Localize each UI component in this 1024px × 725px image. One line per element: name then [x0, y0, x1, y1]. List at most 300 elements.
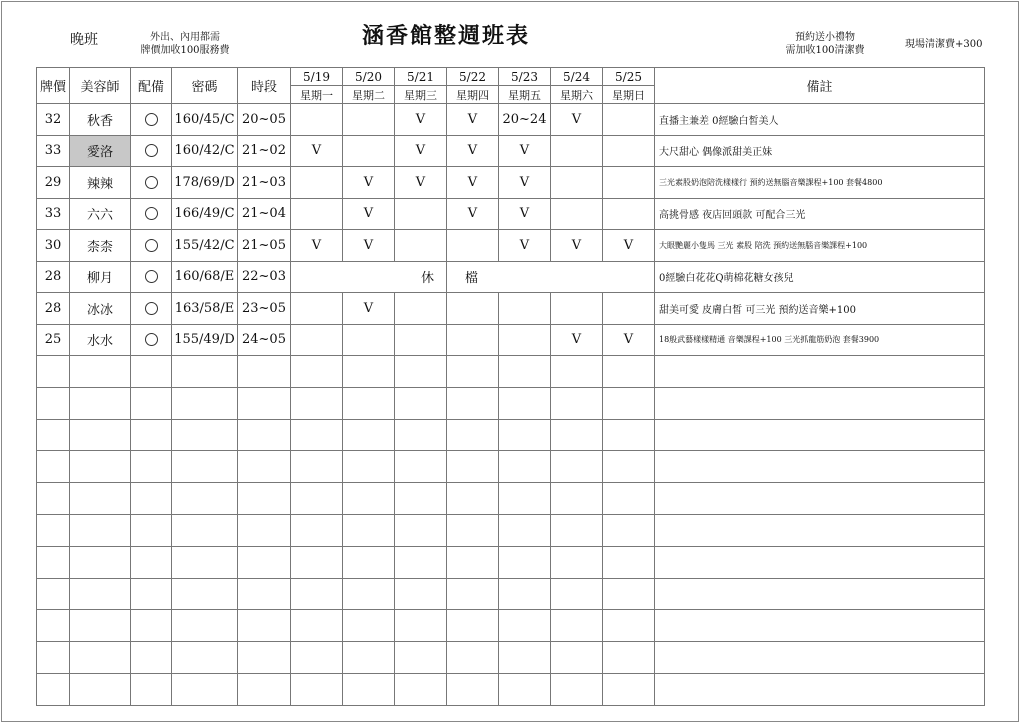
day-cell	[291, 167, 343, 199]
empty-cell	[551, 514, 603, 546]
empty-cell	[70, 578, 131, 610]
day-cell	[603, 293, 655, 325]
day-cell	[291, 198, 343, 230]
day-cell	[395, 324, 447, 356]
price-cell: 32	[37, 104, 70, 136]
circle-icon	[145, 113, 158, 126]
empty-cell	[603, 514, 655, 546]
empty-cell	[655, 546, 985, 578]
empty-cell	[172, 642, 238, 674]
empty-cell	[172, 673, 238, 705]
day-cell	[343, 135, 395, 167]
empty-cell	[447, 673, 499, 705]
day-cell: V	[395, 135, 447, 167]
time-cell: 22~03	[238, 261, 291, 293]
day-cell	[395, 230, 447, 262]
col-date: 5/24	[551, 68, 603, 86]
code-cell: 160/42/C	[172, 135, 238, 167]
note-cell: 18般武藝樣樣精通 音樂課程+100 三光抓龍筋奶泡 套餐3900	[655, 324, 985, 356]
empty-cell	[603, 673, 655, 705]
day-cell	[499, 293, 551, 325]
empty-cell	[238, 419, 291, 451]
empty-cell	[395, 610, 447, 642]
empty-cell	[499, 514, 551, 546]
empty-cell	[499, 610, 551, 642]
table-row	[37, 135, 985, 167]
note-cell: 大尺甜心 偶像派甜美正妹	[655, 135, 985, 167]
empty-cell	[172, 610, 238, 642]
empty-cell	[172, 356, 238, 388]
empty-cell	[291, 642, 343, 674]
empty-cell	[37, 578, 70, 610]
name-cell: 冰冰	[70, 293, 131, 325]
empty-cell	[395, 387, 447, 419]
empty-cell	[291, 483, 343, 515]
empty-cell	[395, 419, 447, 451]
time-cell: 24~05	[238, 324, 291, 356]
empty-cell	[70, 387, 131, 419]
equip-cell	[131, 104, 172, 136]
day-cell	[603, 104, 655, 136]
col-date: 5/22	[447, 68, 499, 86]
price-cell: 25	[37, 324, 70, 356]
empty-cell	[603, 451, 655, 483]
col-weekday: 星期六	[551, 86, 603, 104]
equip-cell	[131, 167, 172, 199]
empty-cell	[37, 419, 70, 451]
day-cell: V	[603, 230, 655, 262]
empty-cell	[343, 356, 395, 388]
empty-cell	[131, 387, 172, 419]
empty-cell	[238, 642, 291, 674]
empty-cell	[603, 578, 655, 610]
day-cell	[447, 324, 499, 356]
col-price: 牌價	[37, 68, 70, 104]
shift-label: 晚班	[70, 32, 98, 48]
circle-icon	[145, 144, 158, 157]
empty-cell	[343, 546, 395, 578]
day-cell	[551, 293, 603, 325]
empty-cell	[238, 673, 291, 705]
time-cell: 21~04	[238, 198, 291, 230]
empty-cell	[603, 483, 655, 515]
empty-cell	[131, 514, 172, 546]
day-cell	[291, 293, 343, 325]
empty-cell	[551, 673, 603, 705]
empty-cell	[551, 387, 603, 419]
day-cell	[447, 230, 499, 262]
empty-cell	[238, 356, 291, 388]
empty-cell	[37, 387, 70, 419]
col-date: 5/25	[603, 68, 655, 86]
day-cell	[343, 324, 395, 356]
day-cell: V	[603, 324, 655, 356]
empty-cell	[131, 356, 172, 388]
note-cell: 三光素股奶泡陪洗樣樣行 預約送無腦音樂課程+100 套餐4800	[655, 167, 985, 199]
col-weekday: 星期二	[343, 86, 395, 104]
empty-row	[37, 514, 985, 546]
empty-cell	[395, 642, 447, 674]
col-notes: 備註	[655, 68, 985, 104]
price-cell: 33	[37, 198, 70, 230]
day-cell: V	[551, 324, 603, 356]
empty-cell	[499, 419, 551, 451]
code-cell: 163/58/E	[172, 293, 238, 325]
col-date: 5/23	[499, 68, 551, 86]
code-cell: 160/45/C	[172, 104, 238, 136]
empty-cell	[238, 387, 291, 419]
cleaning-fee-note: 現場清潔費+300	[905, 39, 983, 50]
table-row	[37, 230, 985, 262]
empty-cell	[395, 483, 447, 515]
reservation-note-line2: 需加收100清潔費	[785, 45, 865, 56]
empty-cell	[551, 578, 603, 610]
empty-cell	[395, 673, 447, 705]
table-row	[37, 167, 985, 199]
empty-cell	[70, 610, 131, 642]
name-cell: 柳月	[70, 261, 131, 293]
note-cell: 甜美可愛 皮膚白皙 可三光 預約送音樂+100	[655, 293, 985, 325]
empty-cell	[395, 451, 447, 483]
code-cell: 166/49/C	[172, 198, 238, 230]
service-fee-note	[140, 31, 230, 57]
note-cell: 0經驗白花花Q萌棉花糖女孩兒	[655, 261, 985, 293]
empty-cell	[499, 546, 551, 578]
empty-cell	[655, 514, 985, 546]
empty-cell	[551, 483, 603, 515]
empty-cell	[499, 387, 551, 419]
empty-cell	[343, 578, 395, 610]
day-cell	[291, 324, 343, 356]
empty-cell	[447, 451, 499, 483]
empty-cell	[131, 546, 172, 578]
table-row	[37, 293, 985, 325]
service-fee-note-line2: 牌價加收100服務費	[140, 45, 230, 56]
day-cell	[551, 135, 603, 167]
col-date: 5/19	[291, 68, 343, 86]
col-equip: 配備	[131, 68, 172, 104]
empty-cell	[131, 419, 172, 451]
circle-icon	[145, 333, 158, 346]
note-cell: 高挑骨感 夜店回頭款 可配合三光	[655, 198, 985, 230]
empty-cell	[172, 387, 238, 419]
empty-cell	[131, 610, 172, 642]
col-weekday: 星期日	[603, 86, 655, 104]
price-cell: 33	[37, 135, 70, 167]
equip-cell	[131, 198, 172, 230]
empty-cell	[551, 642, 603, 674]
empty-cell	[291, 546, 343, 578]
day-cell: V	[291, 230, 343, 262]
empty-cell	[70, 673, 131, 705]
empty-cell	[603, 356, 655, 388]
empty-cell	[37, 451, 70, 483]
empty-cell	[447, 356, 499, 388]
day-cell: V	[499, 230, 551, 262]
empty-cell	[238, 451, 291, 483]
empty-cell	[238, 578, 291, 610]
empty-cell	[603, 419, 655, 451]
circle-icon	[145, 302, 158, 315]
empty-cell	[131, 483, 172, 515]
empty-row	[37, 578, 985, 610]
circle-icon	[145, 207, 158, 220]
service-fee-note-line1: 外出、內用都需	[150, 32, 220, 43]
empty-cell	[447, 546, 499, 578]
day-cell	[551, 167, 603, 199]
day-cell	[395, 293, 447, 325]
code-cell: 178/69/D	[172, 167, 238, 199]
equip-cell	[131, 135, 172, 167]
col-weekday: 星期一	[291, 86, 343, 104]
day-cell	[447, 293, 499, 325]
day-cell	[291, 104, 343, 136]
empty-cell	[499, 673, 551, 705]
price-cell: 28	[37, 261, 70, 293]
empty-cell	[655, 451, 985, 483]
empty-cell	[343, 610, 395, 642]
empty-cell	[447, 514, 499, 546]
empty-cell	[395, 546, 447, 578]
empty-cell	[395, 356, 447, 388]
empty-cell	[447, 578, 499, 610]
empty-cell	[131, 578, 172, 610]
empty-cell	[291, 387, 343, 419]
empty-cell	[238, 546, 291, 578]
equip-cell	[131, 293, 172, 325]
empty-cell	[655, 673, 985, 705]
empty-cell	[551, 419, 603, 451]
empty-cell	[343, 642, 395, 674]
rest-label: 檔	[447, 261, 655, 293]
empty-cell	[395, 514, 447, 546]
empty-cell	[70, 419, 131, 451]
day-cell: V	[343, 293, 395, 325]
page-title: 涵香館整週班表	[362, 23, 531, 49]
col-weekday: 星期五	[499, 86, 551, 104]
empty-cell	[603, 642, 655, 674]
empty-cell	[343, 673, 395, 705]
empty-row	[37, 419, 985, 451]
empty-cell	[655, 419, 985, 451]
day-cell: V	[343, 198, 395, 230]
col-weekday: 星期三	[395, 86, 447, 104]
empty-cell	[343, 419, 395, 451]
empty-cell	[70, 546, 131, 578]
name-cell: 愛洛	[70, 135, 131, 167]
empty-cell	[499, 642, 551, 674]
day-cell: V	[343, 230, 395, 262]
empty-cell	[291, 514, 343, 546]
empty-cell	[655, 610, 985, 642]
empty-cell	[655, 387, 985, 419]
empty-cell	[655, 578, 985, 610]
code-cell: 155/49/D	[172, 324, 238, 356]
empty-cell	[291, 578, 343, 610]
empty-cell	[70, 483, 131, 515]
table-row	[37, 198, 985, 230]
circle-icon	[145, 176, 158, 189]
empty-cell	[37, 673, 70, 705]
empty-cell	[551, 451, 603, 483]
day-cell: 20~24	[499, 104, 551, 136]
empty-cell	[447, 483, 499, 515]
empty-row	[37, 546, 985, 578]
empty-cell	[655, 642, 985, 674]
price-cell: 28	[37, 293, 70, 325]
table-row	[37, 104, 985, 136]
empty-cell	[172, 451, 238, 483]
price-cell: 29	[37, 167, 70, 199]
day-cell: V	[551, 230, 603, 262]
empty-cell	[499, 578, 551, 610]
empty-cell	[655, 356, 985, 388]
rest-label: 休	[291, 261, 447, 293]
name-cell: 水水	[70, 324, 131, 356]
day-cell: V	[551, 104, 603, 136]
empty-cell	[37, 546, 70, 578]
day-cell: V	[395, 167, 447, 199]
empty-cell	[447, 642, 499, 674]
empty-cell	[343, 387, 395, 419]
empty-cell	[70, 356, 131, 388]
day-cell	[603, 198, 655, 230]
day-cell: V	[447, 104, 499, 136]
name-cell: 六六	[70, 198, 131, 230]
empty-cell	[603, 546, 655, 578]
empty-row	[37, 642, 985, 674]
empty-cell	[172, 578, 238, 610]
empty-cell	[447, 387, 499, 419]
empty-cell	[291, 610, 343, 642]
empty-cell	[238, 610, 291, 642]
day-cell: V	[499, 198, 551, 230]
empty-cell	[499, 356, 551, 388]
empty-cell	[37, 642, 70, 674]
empty-cell	[395, 578, 447, 610]
note-cell: 大眼艷麗小隻馬 三光 素股 陪洗 預約送無腦音樂課程+100	[655, 230, 985, 262]
empty-cell	[131, 673, 172, 705]
col-time: 時段	[238, 68, 291, 104]
empty-cell	[37, 610, 70, 642]
empty-cell	[238, 514, 291, 546]
table-row	[37, 324, 985, 356]
day-cell: V	[447, 198, 499, 230]
empty-cell	[447, 419, 499, 451]
name-cell: 柰柰	[70, 230, 131, 262]
empty-cell	[603, 387, 655, 419]
day-cell: V	[291, 135, 343, 167]
empty-row	[37, 451, 985, 483]
empty-cell	[70, 514, 131, 546]
col-name: 美容師	[70, 68, 131, 104]
equip-cell	[131, 230, 172, 262]
reservation-note-line1: 預約送小禮物	[795, 32, 855, 43]
empty-cell	[603, 610, 655, 642]
empty-cell	[70, 451, 131, 483]
day-cell	[551, 198, 603, 230]
empty-cell	[499, 483, 551, 515]
empty-cell	[131, 451, 172, 483]
schedule-body	[37, 104, 985, 706]
circle-icon	[145, 270, 158, 283]
empty-cell	[37, 356, 70, 388]
empty-cell	[343, 483, 395, 515]
col-code: 密碼	[172, 68, 238, 104]
col-date: 5/20	[343, 68, 395, 86]
note-cell: 直播主兼差 0經驗白皙美人	[655, 104, 985, 136]
empty-cell	[291, 451, 343, 483]
empty-cell	[37, 483, 70, 515]
name-cell: 秋香	[70, 104, 131, 136]
day-cell	[603, 167, 655, 199]
empty-row	[37, 387, 985, 419]
code-cell: 155/42/C	[172, 230, 238, 262]
time-cell: 21~05	[238, 230, 291, 262]
empty-cell	[447, 610, 499, 642]
reservation-note	[780, 31, 870, 57]
circle-icon	[145, 239, 158, 252]
name-cell: 辣辣	[70, 167, 131, 199]
day-cell	[499, 324, 551, 356]
empty-cell	[551, 356, 603, 388]
empty-row	[37, 673, 985, 705]
empty-cell	[655, 483, 985, 515]
empty-cell	[238, 483, 291, 515]
empty-cell	[131, 642, 172, 674]
equip-cell	[131, 324, 172, 356]
empty-cell	[551, 546, 603, 578]
day-cell: V	[343, 167, 395, 199]
empty-cell	[499, 451, 551, 483]
day-cell	[603, 135, 655, 167]
time-cell: 20~05	[238, 104, 291, 136]
time-cell: 21~02	[238, 135, 291, 167]
empty-cell	[551, 610, 603, 642]
empty-cell	[343, 451, 395, 483]
schedule-table	[36, 67, 985, 706]
empty-row	[37, 483, 985, 515]
time-cell: 23~05	[238, 293, 291, 325]
table-row	[37, 261, 985, 293]
empty-cell	[37, 514, 70, 546]
empty-cell	[291, 356, 343, 388]
day-cell	[343, 104, 395, 136]
day-cell: V	[499, 167, 551, 199]
equip-cell	[131, 261, 172, 293]
day-cell: V	[447, 135, 499, 167]
empty-cell	[70, 642, 131, 674]
time-cell: 21~03	[238, 167, 291, 199]
empty-cell	[172, 546, 238, 578]
empty-cell	[343, 514, 395, 546]
empty-cell	[291, 419, 343, 451]
empty-cell	[172, 514, 238, 546]
col-weekday: 星期四	[447, 86, 499, 104]
code-cell: 160/68/E	[172, 261, 238, 293]
price-cell: 30	[37, 230, 70, 262]
day-cell	[395, 198, 447, 230]
empty-row	[37, 356, 985, 388]
empty-cell	[172, 419, 238, 451]
empty-cell	[291, 673, 343, 705]
day-cell: V	[395, 104, 447, 136]
day-cell: V	[499, 135, 551, 167]
day-cell: V	[447, 167, 499, 199]
empty-cell	[172, 483, 238, 515]
empty-row	[37, 610, 985, 642]
col-date: 5/21	[395, 68, 447, 86]
